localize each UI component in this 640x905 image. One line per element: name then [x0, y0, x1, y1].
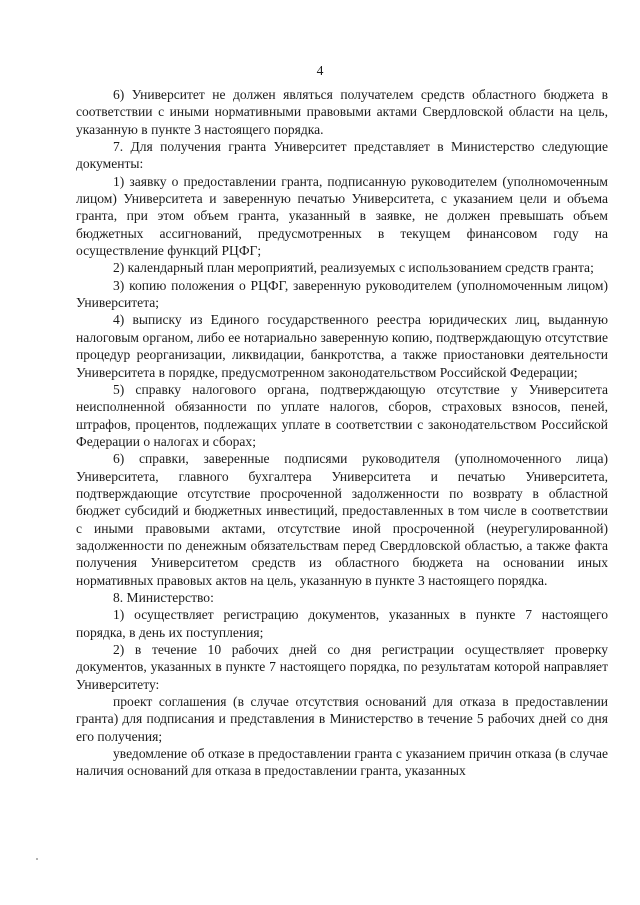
item-7-5-tax-certificate: 5) справку налогового органа, подтверждающую отсутствие у Университета неисполненной обязанности по уплате налогов, сборов, страховых взносов, пеней, штрафов, процентов, подлежащих уплате в соответствии с законодательством Российской Федерации о налогах и сборах; — [76, 381, 608, 449]
item-7-1-application: 1) заявку о предоставлении гранта, подписанную руководителем (уполномоченным лицом) Университета и заверенную печатью Университета, с указанием цели и объема гранта, при этом объем гранта, указанный в заявке, не должен превышать объем бюджетных ассигнований, предусмотренных в текущем финансовом году на осуществление функций РЦФГ; — [76, 173, 608, 259]
section-7-heading: 7. Для получения гранта Университет представляет в Министерство следующие документы: — [76, 139, 608, 172]
section-8-heading: 8. Министерство: — [113, 589, 214, 605]
scan-speck — [36, 858, 38, 860]
item-8-2-review: 2) в течение 10 рабочих дней со дня регистрации осуществляет проверку документов, указанных в пункте 7 настоящего порядка, по результатам которой направляет Университету: — [76, 642, 608, 692]
item-8-2-draft-agreement: проект соглашения (в случае отсутствия оснований для отказа в предоставлении гранта) для подписания и представления в Министерство в течение 5 рабочих дней со дня его получения; — [76, 694, 608, 744]
page-number: 4 — [316, 63, 324, 78]
item-8-2-refusal-notice: уведомление об отказе в предоставлении гранта с указанием причин отказа (в случае наличия оснований для отказа в предоставлении гранта, указанных — [76, 746, 608, 779]
item-8-1-registration: 1) осуществляет регистрацию документов, указанных в пункте 7 настоящего порядка, в день их поступления; — [76, 607, 608, 640]
item-7-2-calendar-plan: 2) календарный план мероприятий, реализуемых с использованием средств гранта; — [113, 260, 594, 276]
item-7-6-certificates: 6) справки, заверенные подписями руководителя (уполномоченного лица) Университета, главного бухгалтера Университета и печатью Университета, подтверждающие отсутствие просроченной задолженности по возврату в областной бюджет субсидий и бюджетных инвестиций, предоставленных в том числе в соответствии с иными правовыми актами, отсутствие иной просроченной (неурегулированной) задолженности по денежным обязательствам перед Свердловской областью, а также факта получения Университетом средств из областного бюджета на основании иных нормативных правовых актов на цель, указанную в пункте 3 настоящего порядка. — [76, 451, 608, 588]
item-7-4-registry-extract: 4) выписку из Единого государственного реестра юридических лиц, выданную налоговым органом, либо ее нотариально заверенную копию, подтверждающую отсутствие процедур реорганизации, ликвидации, банкротства, а также приостановки деятельности Университета в порядке, предусмотренном законодательством Российской Федерации; — [76, 312, 608, 380]
item-7-3-regulation-copy: 3) копию положения о РЦФГ, заверенную руководителем (уполномоченным лицом) Университета; — [76, 277, 608, 311]
clause-6-not-recipient: 6) Университет не должен являться получателем средств областного бюджета в соответствии с иными нормативными правовыми актами Свердловской области на цель, указанную в пункте 3 настоящего порядка. — [76, 87, 608, 137]
document-body — [76, 86, 608, 780]
